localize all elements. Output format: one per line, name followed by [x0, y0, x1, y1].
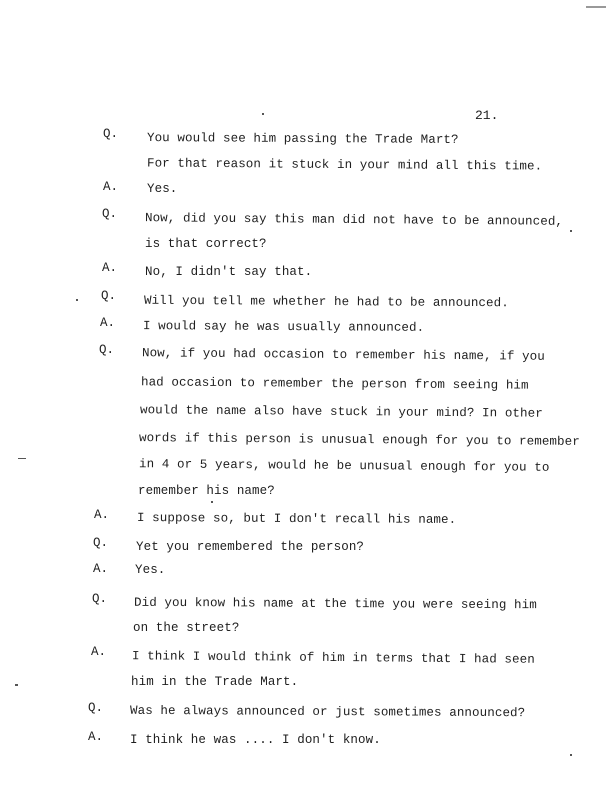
speaker-label: A.	[88, 730, 104, 744]
transcript-line: would the name also have stuck in your mind? In other	[139, 403, 543, 421]
transcript-line: I would say he was usually announced.	[142, 319, 425, 335]
speaker-label: Q.	[88, 701, 104, 715]
transcript-line: Now, did you say this man did not have to be announced,	[144, 211, 564, 229]
transcript-line: I think I would think of him in terms that I had seen	[131, 649, 535, 667]
transcript-line: Was he always announced or just sometimes announced?	[129, 703, 526, 721]
speaker-label: A.	[102, 261, 118, 275]
speaker-label: Q.	[101, 289, 117, 303]
scan-speck	[18, 458, 26, 459]
scan-speck	[570, 754, 572, 756]
transcript-line: Yes.	[147, 182, 178, 196]
scan-speck	[570, 230, 572, 232]
scan-speck	[211, 501, 213, 503]
scan-speck	[262, 113, 264, 115]
transcript-line: him in the Trade Mart.	[131, 675, 299, 689]
speaker-label: Q.	[99, 343, 115, 357]
page-number: 21.	[475, 108, 499, 123]
transcript-line: on the street?	[133, 621, 240, 635]
transcript-line: in 4 or 5 years, would he be unusual enough for you to	[138, 457, 550, 475]
speaker-label: A.	[103, 180, 119, 194]
scan-speck	[15, 684, 18, 686]
speaker-label: A.	[100, 316, 116, 330]
speaker-label: Q.	[93, 536, 109, 550]
transcript-line: I suppose so, but I don't recall his name.	[136, 511, 457, 527]
transcript-line: Yet you remembered the person?	[136, 540, 365, 554]
transcript-line: Now, if you had occasion to remember his name, if you	[141, 346, 545, 364]
transcript-line: No, I didn't say that.	[145, 265, 313, 279]
speaker-label: Q.	[103, 127, 119, 141]
transcript-line: You would see him passing the Trade Mart?	[146, 131, 459, 147]
scan-mark	[586, 6, 606, 8]
scan-speck	[76, 299, 78, 301]
transcript-line: Did you know his name at the time you were seeing him	[133, 595, 537, 613]
speaker-label: A.	[91, 645, 107, 659]
transcript-line: Will you tell me whether he had to be announced.	[143, 293, 509, 311]
transcript-line: remember his name?	[138, 484, 275, 498]
speaker-label: Q.	[92, 592, 108, 606]
speaker-label: A.	[94, 508, 110, 522]
speaker-label: A.	[93, 562, 109, 576]
transcript-line: Yes.	[135, 563, 166, 577]
transcript-line: I think he was .... I don't know.	[130, 733, 381, 747]
transcript-line: For that reason it stuck in your mind all this time.	[146, 156, 543, 174]
transcript-line: had occasion to remember the person from seeing him	[140, 375, 529, 393]
speaker-label: Q.	[102, 207, 118, 221]
transcript-line: words if this person is unusual enough for you to remember	[138, 431, 580, 449]
transcript-line: is that correct?	[145, 237, 267, 251]
